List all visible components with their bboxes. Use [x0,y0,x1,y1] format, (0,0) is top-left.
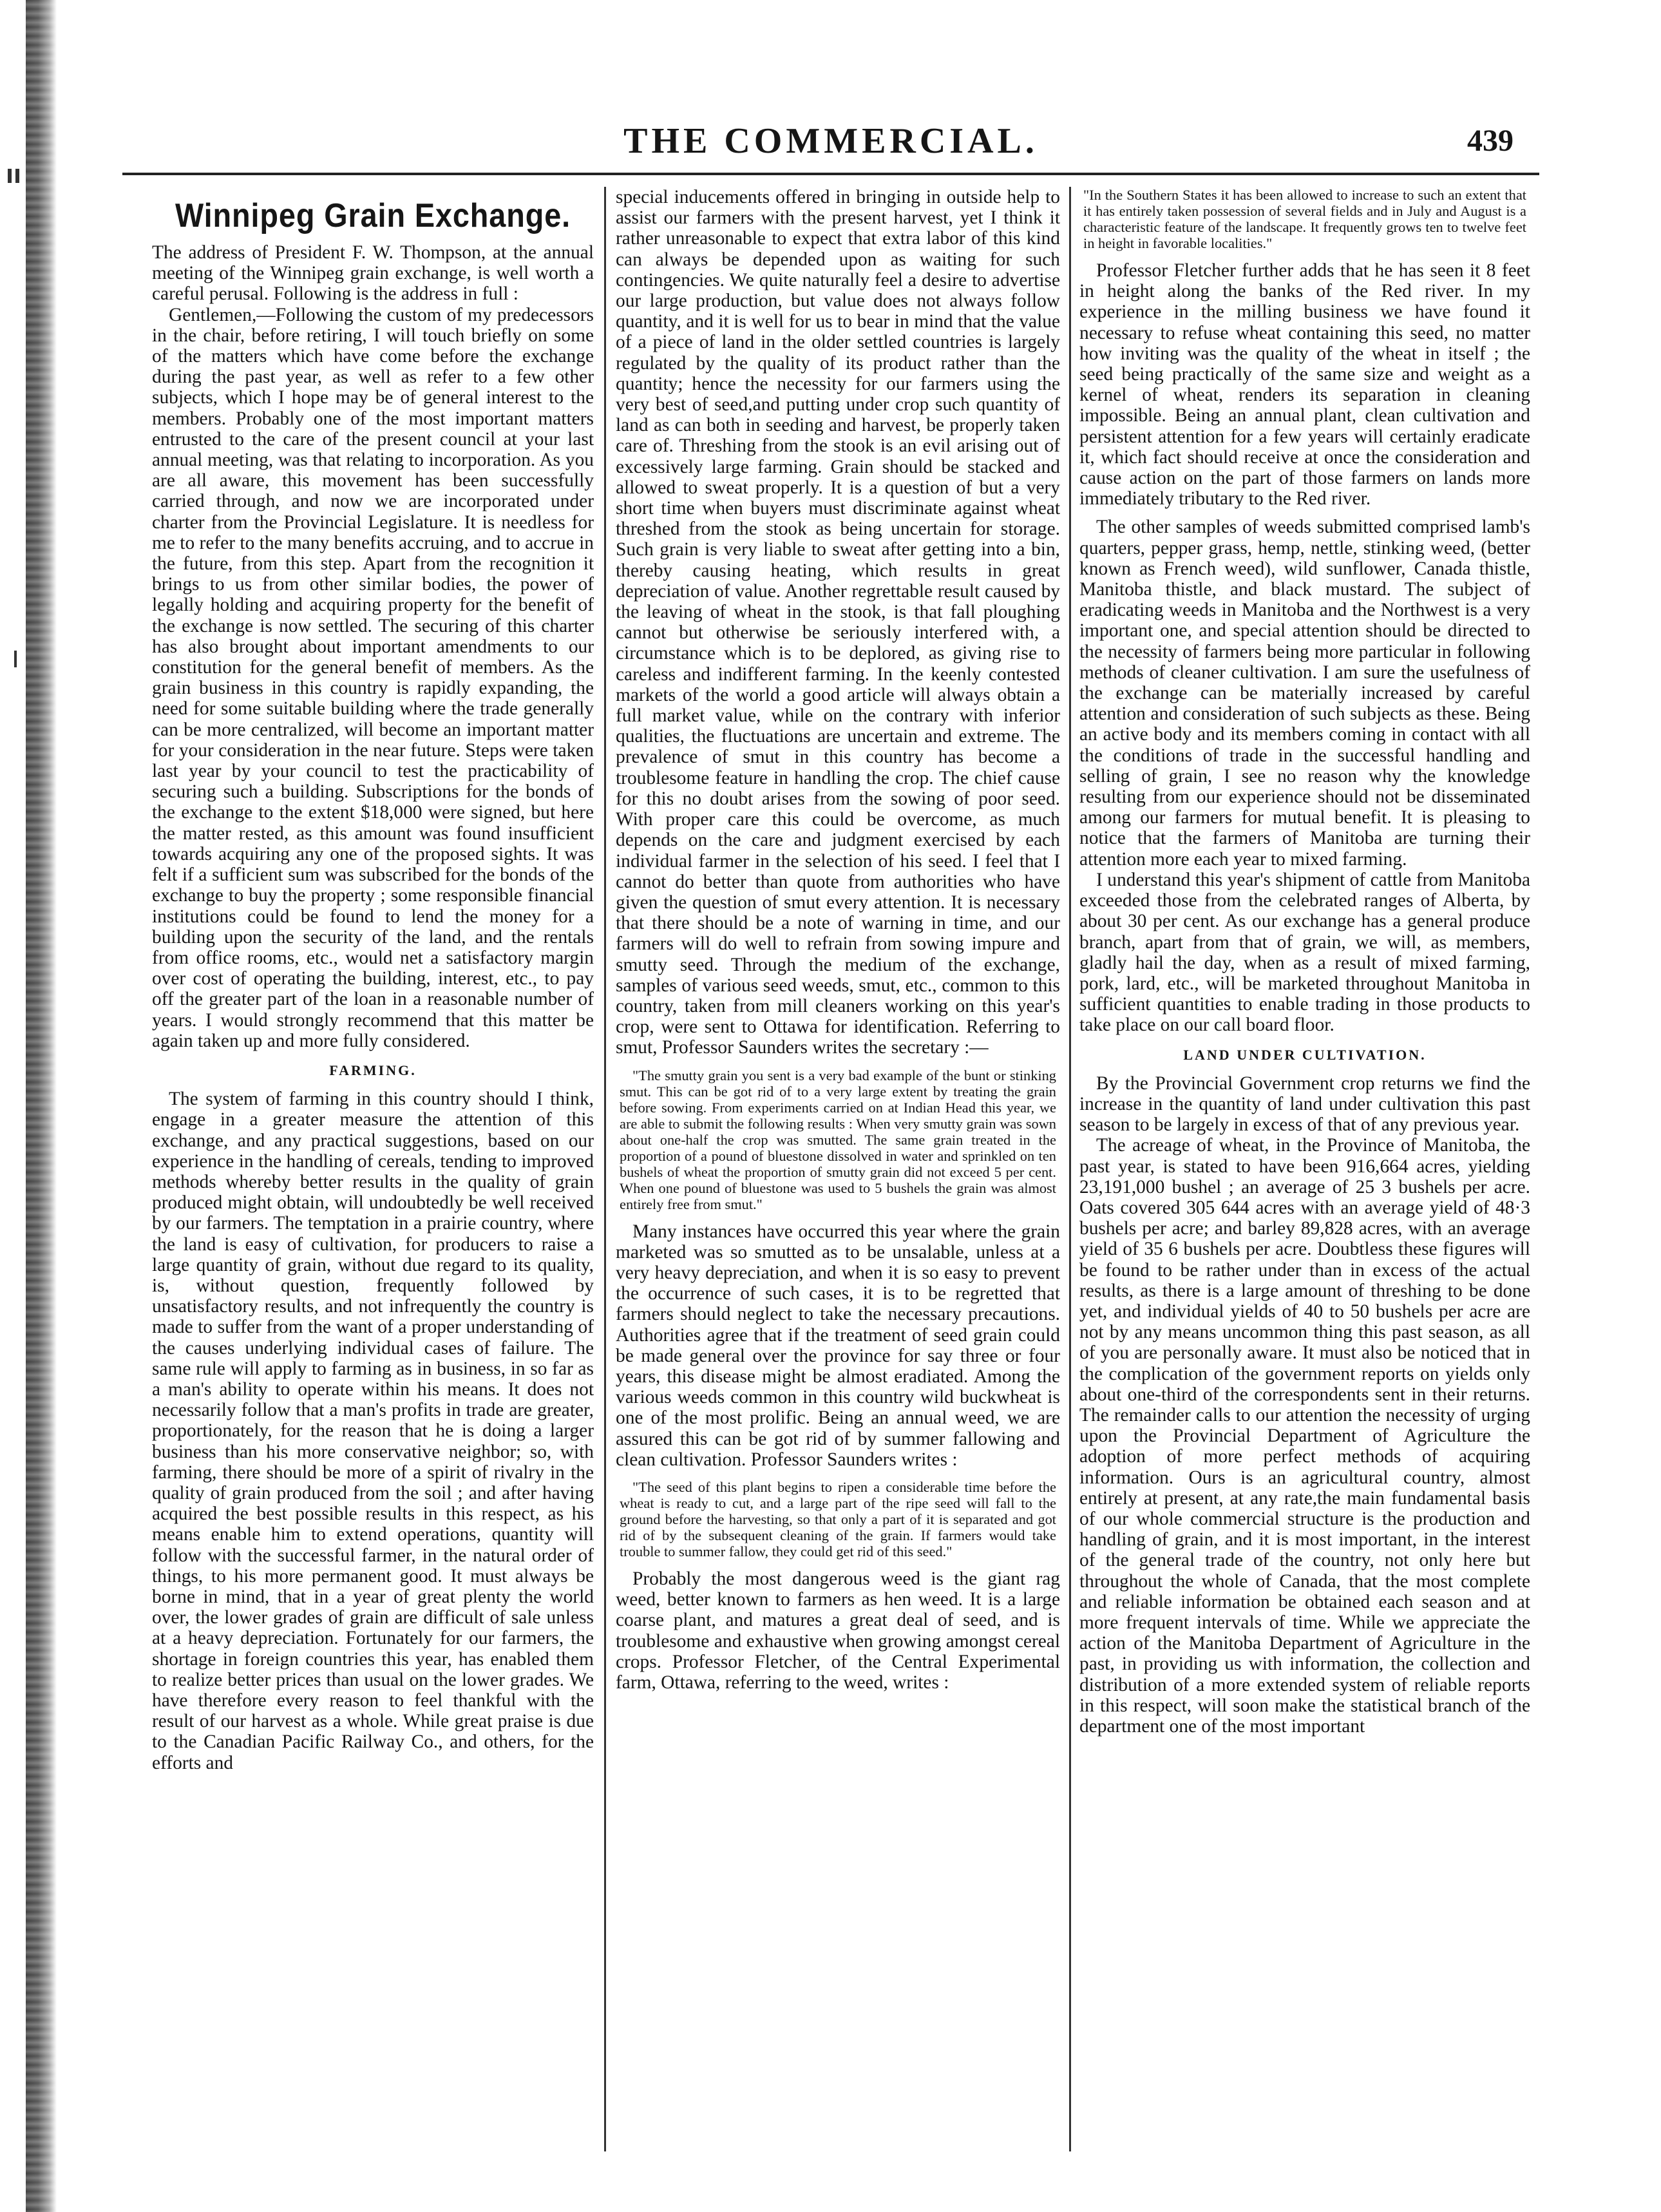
column-rule [604,187,606,2151]
paragraph: By the Provincial Government crop returns we find the increase in the quantity of land under cultivation this past season to be largely in excess of that of any previous year. [1079,1073,1530,1136]
masthead [148,119,1514,164]
scan-edge-mark [14,651,17,667]
column-rule [1069,187,1071,2151]
paragraph: The other samples of weeds submitted comprised lamb's quarters, pepper grass, hemp, nettle, stinking weed, (better known as French weed), wild sunflower, Canada thistle, Manitoba thistle, and black mustard. The subject of eradicating weeds in Manitoba and the Northwest is a very important one, and special attention should be directed to the necessity of farmers being more particular in following methods of cleaner cultivation. I am sure the usefulness of the exchange can be materially increased by careful attention and consideration of such subjects as these. Being an active body and its members coming in contact with all the conditions of trade in the successful handling and selling of grain, I see no reason why the knowledge resulting from our experience should not be disseminated among our farmers for mutual benefit. It is pleasing to notice that the farmers of Manitoba are turning their attention more each year to mixed farming. [1079,517,1530,870]
column-2 [616,187,1060,2151]
paragraph: Probably the most dangerous weed is the giant rag weed, better known to farmers as hen weed. It is a large coarse plant, and matures a great deal of seed, and is troublesome and exhaustive when growing amongst cereal crops. Professor Fletcher, of the Central Experimental farm, Ottawa, referring to the weed, writes : [616,1568,1060,1693]
paragraph: I understand this year's shipment of cattle from Manitoba exceeded those from the celebrated ranges of Alberta, by about 30 per cent. As our exchange has a general produce branch, apart from that of grain, we will, as members, gladly hail the day, when as a result of mixed farming, pork, lard, etc., will be marketed throughout Manitoba in sufficient quantities to enable trading in those products to take place on our call board floor. [1079,869,1530,1036]
block-quote: "In the Southern States it has been allowed to increase to such an extent that it has entirely taken possession of several fields and in July and August is a characteristic feature of the landscape. It frequently grows ten to twelve feet in height in favorable localities." [1083,187,1526,251]
masthead-rule [122,173,1539,175]
publication-title: THE COMMERCIAL. [623,121,1038,161]
paragraph: Many instances have occurred this year where the grain marketed was so smutted as to be unsalable, unless at a very heavy depreciation, and when it is so easy to prevent the occurrence of such cases, it is to be regretted that farmers should neglect to take the necessary precautions. Authorities agree that if the treatment of seed grain could be made general over the province for say three or four years, this disease might be almost eradiated. Among the various weeds common in this country wild buckwheat is one of the most prolific. Being an annual weed, we are assured this can be got rid of by summer fallowing and clean cultivation. Professor Saunders writes : [616,1221,1060,1470]
column-1 [152,187,594,2151]
block-quote: "The smutty grain you sent is a very bad example of the bunt or stinking smut. This can be got rid of to a very large extent by treating the grain before sowing. From experiments carried on at Indian Head this year, we are able to submit the following results : When very smutty grain was sown about one-half the crop was smutted. The same grain treated in the proportion of a pound of bluestone dissolved in water and sprinkled on ten bushels of wheat the proportion of smutty grain did not exceed 5 per cent. When one pound of bluestone was used to 5 bushels the grain was almost entirely free from smut." [620,1067,1056,1212]
paragraph-gap [1079,509,1530,517]
paragraph: Gentlemen,—Following the custom of my predecessors in the chair, before retiring, I will touch briefly on some of the matters which have come before the exchange during the past year, as well as refer to a few other subjects, which I hope may be of general interest to the members. Probably one of the most important matters entrusted to the care of the present council at your last annual meeting, was that relating to incorporation. As you are all aware, this movement has been successfully carried through, and now we are incorporated under charter from the Provincial Legislature. It is needless for me to refer to the many benefits accruing, and to accrue in the future, from this step. Apart from the recognition it brings to us from other similar bodies, the power of legally holding and acquiring property for the benefit of the exchange is now settled. The securing of this charter has also brought about important amendments to our constitution for the general benefit of members. As the grain business in this country is rapidly expanding, the need for some suitable building where the trade generally can be more centralized, will become an important matter for your consideration in the near future. Steps were taken last year by your council to test the practicability of securing such a building. Subscriptions for the bonds of the exchange to the extent $18,000 were signed, but here the matter rested, as this amount was found insufficient towards acquiring any one of the proposed sights. It was felt if a sufficient sum was subscribed for the bonds of the exchange to buy the property ; some responsible financial institutions could be found to lend the money for a building upon the security of the land, and the rentals from office rooms, etc., would net a satisfactory margin over cost of operating the building, interest, etc., to pay off the greater part of the loan in a reasonable number of years. I would strongly recommend that this matter be again taken up and more fully considered. [152,304,594,1051]
article-title: Winnipeg Grain Exchange. [175,197,571,234]
paragraph: The system of farming in this country should I think, engage in a greater measure the attention of this exchange, and any practical suggestions, based on our experience in the handling of cereals, tending to improved methods whereby better results in the quality of grain produced might obtain, will undoubtedly be well received by our farmers. The temptation in a prairie country, where the land is easy of cultivation, for producers to raise a large quantity of grain, without due regard to its quality, is, without question, frequently followed by unsatisfactory results, and not infrequently the country is made to suffer from the want of a proper understanding of the causes underlying individual cases of failure. The same rule will apply to farming as in business, in so far as a man's ability to operate within his means. It does not necessarily follow that a man's profits in trade are greater, proportionately, for the reason that he is doing a larger business than his more conservative neighbor; so, with farming, there should be more of a spirit of rivalry in the quality of grain produced from the soil ; and after having acquired the best possible results in this respect, as his means enable him to extend operations, quantity will follow with the successful farmer, in the natural order of things, to his more permanent good. It must always be borne in mind, that in a year of great plenty the world over, the lower grades of grain are difficult of sale unless at a heavy depreciation. Fortunately for our farmers, the shortage in foreign countries this year, has enabled them to realize better prices than usual on the lower grades. We have therefore every reason to feel thankful with the result of our harvest as a whole. While great praise is due to the Canadian Pacific Railway Co., and others, for the efforts and [152,1089,594,1773]
section-heading-land: LAND UNDER CULTIVATION. [1183,1046,1427,1063]
scan-edge-mark [8,169,12,183]
scan-edge-mark [15,169,19,183]
column-3 [1079,187,1530,2151]
section-heading-farming: FARMING. [329,1062,417,1078]
paragraph: Professor Fletcher further adds that he has seen it 8 feet in height along the banks of the Red river. In my experience in the milling business we have found it necessary to refuse wheat containing this seed, no matter how inviting was the quality of the wheat in itself ; the seed being practically of the same size and weight as a kernel of wheat, renders its separation in cleaning impossible. Being an annual plant, clean cultivation and persistent attention for a few years will certainly eradicate it, which fact should receive at once the consideration and cause action on the part of those farmers on lands more immediately tributary to the Red river. [1079,260,1530,510]
page-number: 439 [1467,124,1514,158]
paragraph: special inducements offered in bringing in outside help to assist our farmers with the present harvest, yet I think it rather unreasonable to expect that extra labor of this kind can always be depended upon as waiting for such contingencies. We quite naturally feel a desire to advertise our large production, but value does not always follow quantity, and it is well for us to bear in mind that the value of a piece of land in the older settled countries is largely regulated by the quality of its product rather than the quantity; hence the necessity for our farmers using the very best of seed,and putting under crop such quantity of land as can both in seeding and harvest, be properly taken care of. Threshing from the stook is an evil arising out of excessively large farming. Grain should be stacked and allowed to sweat properly. It is a question of but a very short time when buyers must discriminate against wheat threshed from the stook as being uncertain for storage. Such grain is very liable to sweat after getting into a bin, thereby causing heating, which results in great depreciation of value. Another regrettable result caused by the leaving of wheat in the stook, is that fall ploughing cannot but otherwise be seriously interfered with, a circumstance which is to be deplored, as giving rise to careless and indifferent farming. In the keenly contested markets of the world a good article will always obtain a full market value, while on the contrary with inferior qualities, the fluctuations are uncertain and extreme. The prevalence of smut in this country has become a troublesome feature in handling the crop. The chief cause for this no doubt arises from the sowing of poor seed. With proper care this could be overcome, as much depends on the care and judgment exercised by each individual farmer in the selection of his seed. I feel that I cannot do better than quote from authorities who have given the question of smut every attention. It is necessary that there should be a note of warning in time, and our farmers will do well to refrain from sowing impure and smutty seed. Through the medium of the exchange, samples of various seed weeds, smut, etc., common to this country, taken from mill cleaners working on this year's crop, were sent to Ottawa for identification. Referring to smut, Professor Saunders writes the secretary :— [616,187,1060,1058]
block-quote: "The seed of this plant begins to ripen a considerable time before the wheat is ready to cut, and a large part of the ripe seed will fall to the ground before the harvesting, so that only a part of it is separated and got rid of by the subsequent cleaning of the grain. If farmers would take trouble to summer fallow, they could get rid of this seed." [620,1478,1056,1559]
scan-edge-shadow [26,0,57,2212]
paragraph: The acreage of wheat, in the Province of Manitoba, the past year, is stated to have been 916,664 acres, yielding 23,191,000 bushel ; an average of 25 3 bushels per acre. Oats covered 305 644 acres with an average yield of 48·3 bushels per acre; and barley 89,828 acres, with an average yield of 35 6 bushels per acre. Doubtless these figures will be found to be rather under than in excess of the actual results, as there is a large amount of threshing to be done yet, and individual yields of 40 to 50 bushels per acre are not by any means uncommon thing this past season, as all of you are personally aware. It must also be noticed that in the complication of the government reports on yields only about one-third of the correspondents sent in their returns. The remainder calls to our attention the necessity of urging upon the Provincial Department of Agriculture the adoption of more perfect methods of acquiring information. Ours is an agricultural country, almost entirely at present, at any rate,the main fundamental basis of our whole commercial structure is the production and handling of grain, and it is most important, in the interest of the general trade of the country, not only here but throughout the whole of Canada, that the most complete and reliable information be obtained each season and at more frequent intervals of time. While we appreciate the action of the Manitoba Department of Agriculture in the past, in providing us with information, the collection and distribution of a more extended system of reliable reports in this respect, will soon make the statistical branch of the department one of the most important [1079,1135,1530,1737]
article-intro: The address of President F. W. Thompson, at the annual meeting of the Winnipeg grain exchange, is well worth a careful perusal. Following is the address in full : [152,242,594,305]
